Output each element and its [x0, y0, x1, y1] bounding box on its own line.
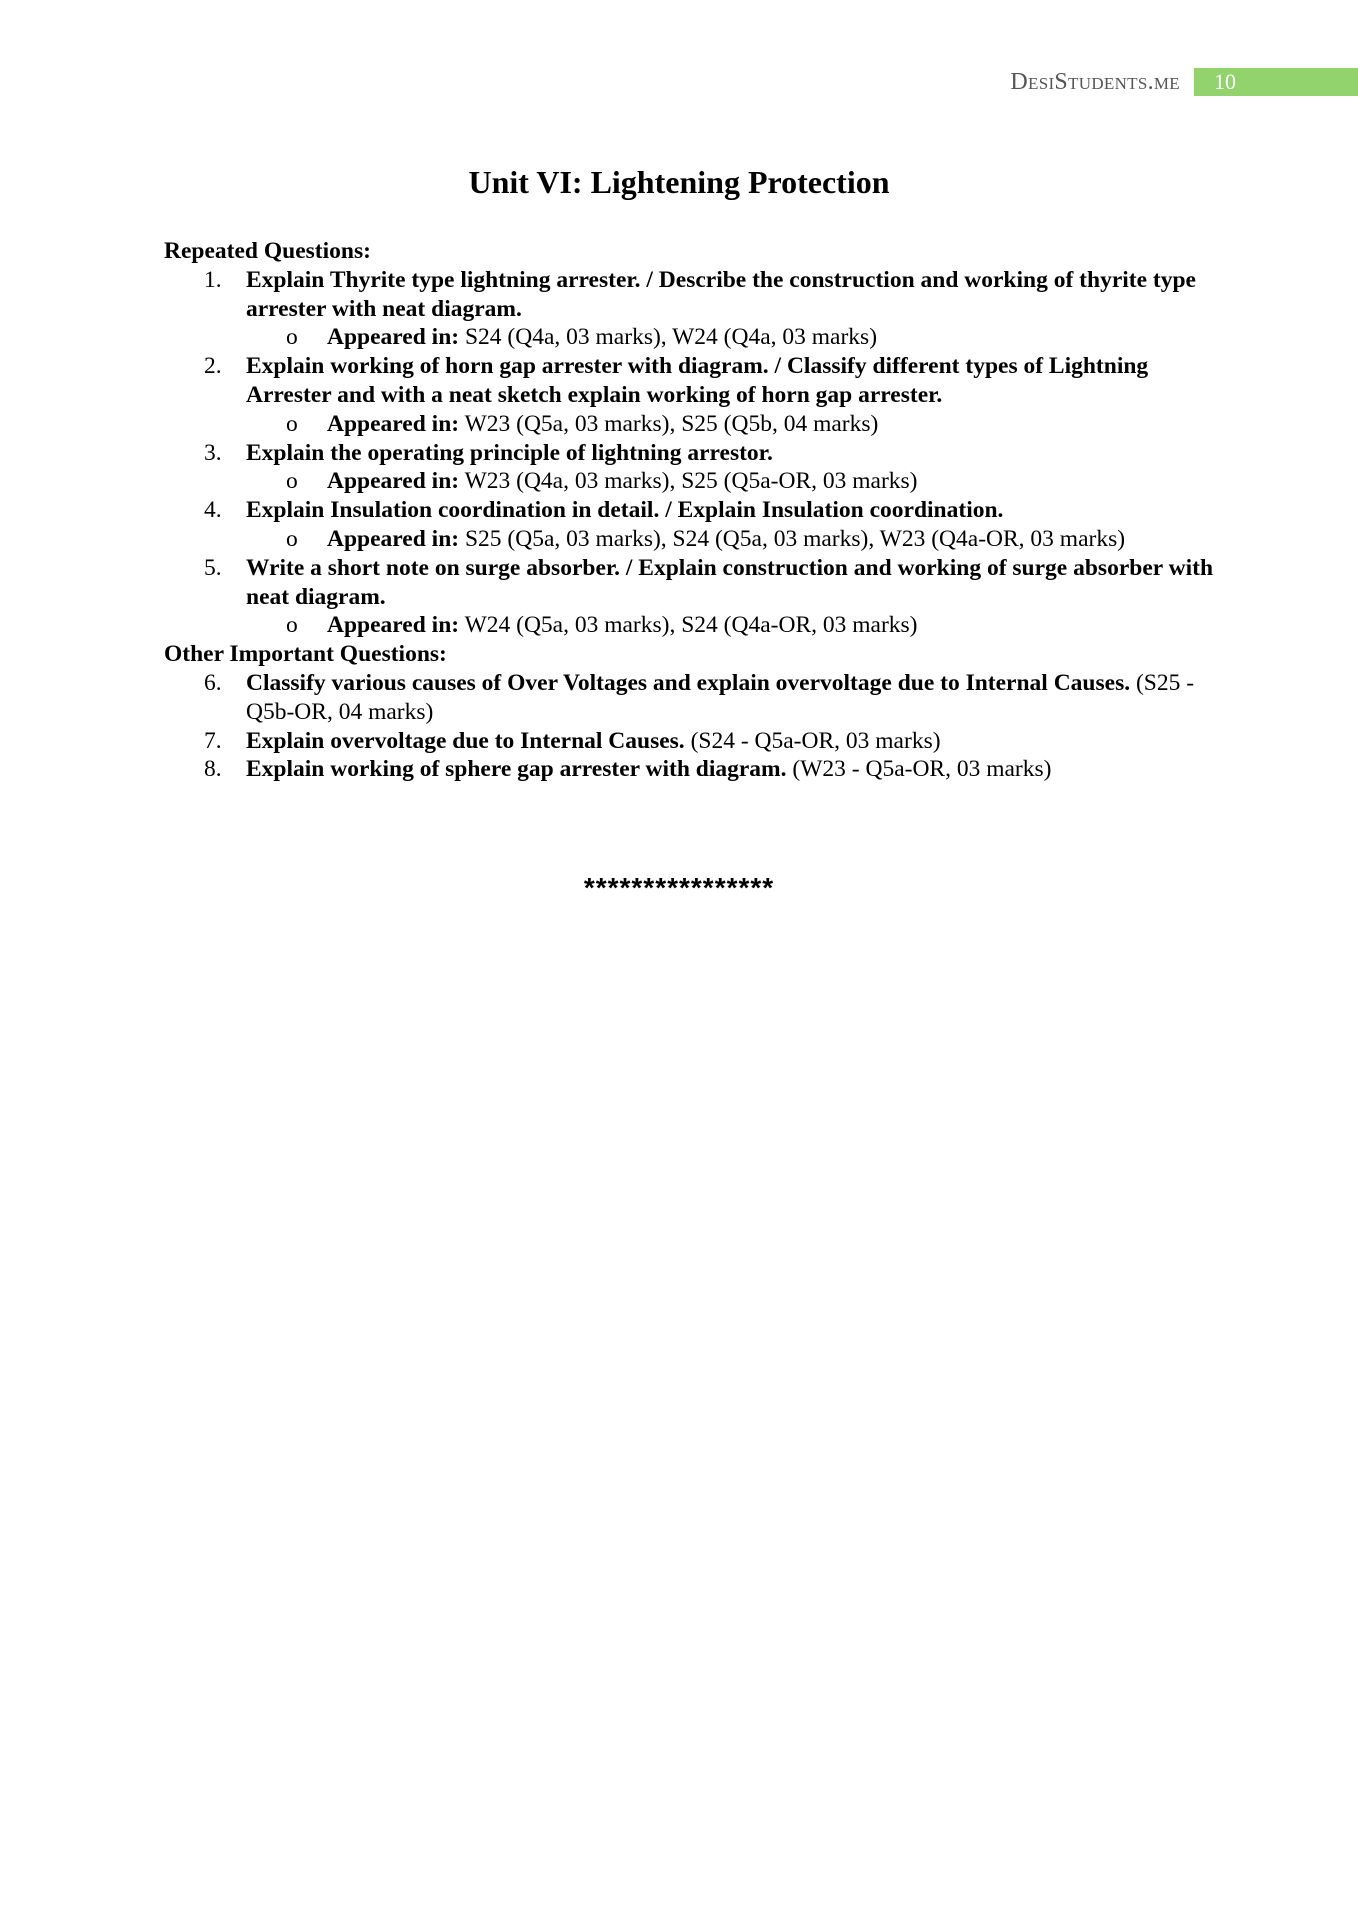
appeared-value: W23 (Q5a, 03 marks), S25 (Q5b, 04 marks): [464, 410, 879, 437]
end-separator: ****************: [583, 872, 775, 903]
appeared-value: S25 (Q5a, 03 marks), S24 (Q5a, 03 marks), W23 (Q4a-OR, 03 marks): [464, 525, 1126, 552]
question-text: Explain Thyrite type lightning arrester. / Describe the construction and working of thyrite type arrester with neat diagram.: [246, 266, 1196, 322]
other-questions-heading: Other Important Questions:: [164, 641, 447, 668]
question-text: Explain the operating principle of lightning arrestor.: [246, 439, 773, 466]
repeated-questions-heading: Repeated Questions:: [164, 238, 371, 264]
bullet-icon: o: [286, 525, 298, 552]
page-header: [1010, 68, 1358, 96]
question-text: Classify various causes of Over Voltages and explain overvoltage due to Internal Causes.: [246, 669, 1131, 696]
list-item: [164, 727, 1224, 756]
appeared-in-line: [164, 467, 1224, 496]
question-text: Explain Insulation coordination in detail. / Explain Insulation coordination.: [246, 497, 1004, 524]
appeared-label: Appeared in:: [327, 324, 460, 351]
question-number: 2.: [204, 353, 222, 380]
question-reference: (W23 - Q5a-OR, 03 marks): [792, 756, 1052, 783]
page-title: Unit VI: Lightening Protection: [468, 164, 890, 200]
bullet-icon: o: [286, 410, 298, 437]
appeared-value: W24 (Q5a, 03 marks), S24 (Q4a-OR, 03 marks): [464, 612, 918, 639]
list-item: [164, 669, 1224, 727]
appeared-value: W23 (Q4a, 03 marks), S25 (Q5a-OR, 03 marks): [464, 468, 918, 495]
question-number: 3.: [204, 439, 222, 466]
list-item: [164, 755, 1224, 784]
list-item: [164, 266, 1224, 324]
question-reference: (S24 - Q5a-OR, 03 marks): [690, 727, 941, 754]
site-name: DesiStudents.me: [1010, 68, 1180, 95]
question-number: 1.: [204, 266, 222, 293]
question-number: 6.: [204, 669, 222, 696]
question-number: 5.: [204, 554, 222, 581]
appeared-label: Appeared in:: [327, 612, 460, 639]
bullet-icon: o: [286, 612, 298, 639]
appeared-in-line: [164, 525, 1224, 554]
bullet-icon: o: [286, 324, 298, 351]
page-number: 10: [1194, 68, 1358, 96]
list-item: [164, 439, 1224, 468]
question-number: 4.: [204, 497, 222, 524]
bullet-icon: o: [286, 468, 298, 495]
appeared-label: Appeared in:: [327, 525, 460, 552]
question-reference: (S25 - Q5b-OR, 04 marks): [246, 669, 1195, 725]
question-text: Explain overvoltage due to Internal Causes.: [246, 727, 685, 754]
list-item: [164, 352, 1224, 410]
appeared-label: Appeared in:: [327, 468, 460, 495]
question-number: 7.: [204, 727, 222, 754]
question-text: Explain working of horn gap arrester with diagram. / Classify different types of Lightning Arrester and with a neat sketch explain working of horn gap arrester.: [246, 353, 1149, 408]
appeared-value: S24 (Q4a, 03 marks), W24 (Q4a, 03 marks): [464, 324, 878, 351]
appeared-in-line: [164, 410, 1224, 439]
list-item: [164, 554, 1224, 612]
question-number: 8.: [204, 756, 222, 783]
list-item: [164, 496, 1224, 525]
question-list: [164, 237, 1224, 784]
appeared-in-line: [164, 611, 1224, 640]
appeared-label: Appeared in:: [327, 410, 460, 437]
question-text: Explain working of sphere gap arrester with diagram.: [246, 756, 787, 783]
question-text: Write a short note on surge absorber. / Explain construction and working of surge absorber with neat diagram.: [246, 554, 1214, 610]
appeared-in-line: [164, 323, 1224, 352]
